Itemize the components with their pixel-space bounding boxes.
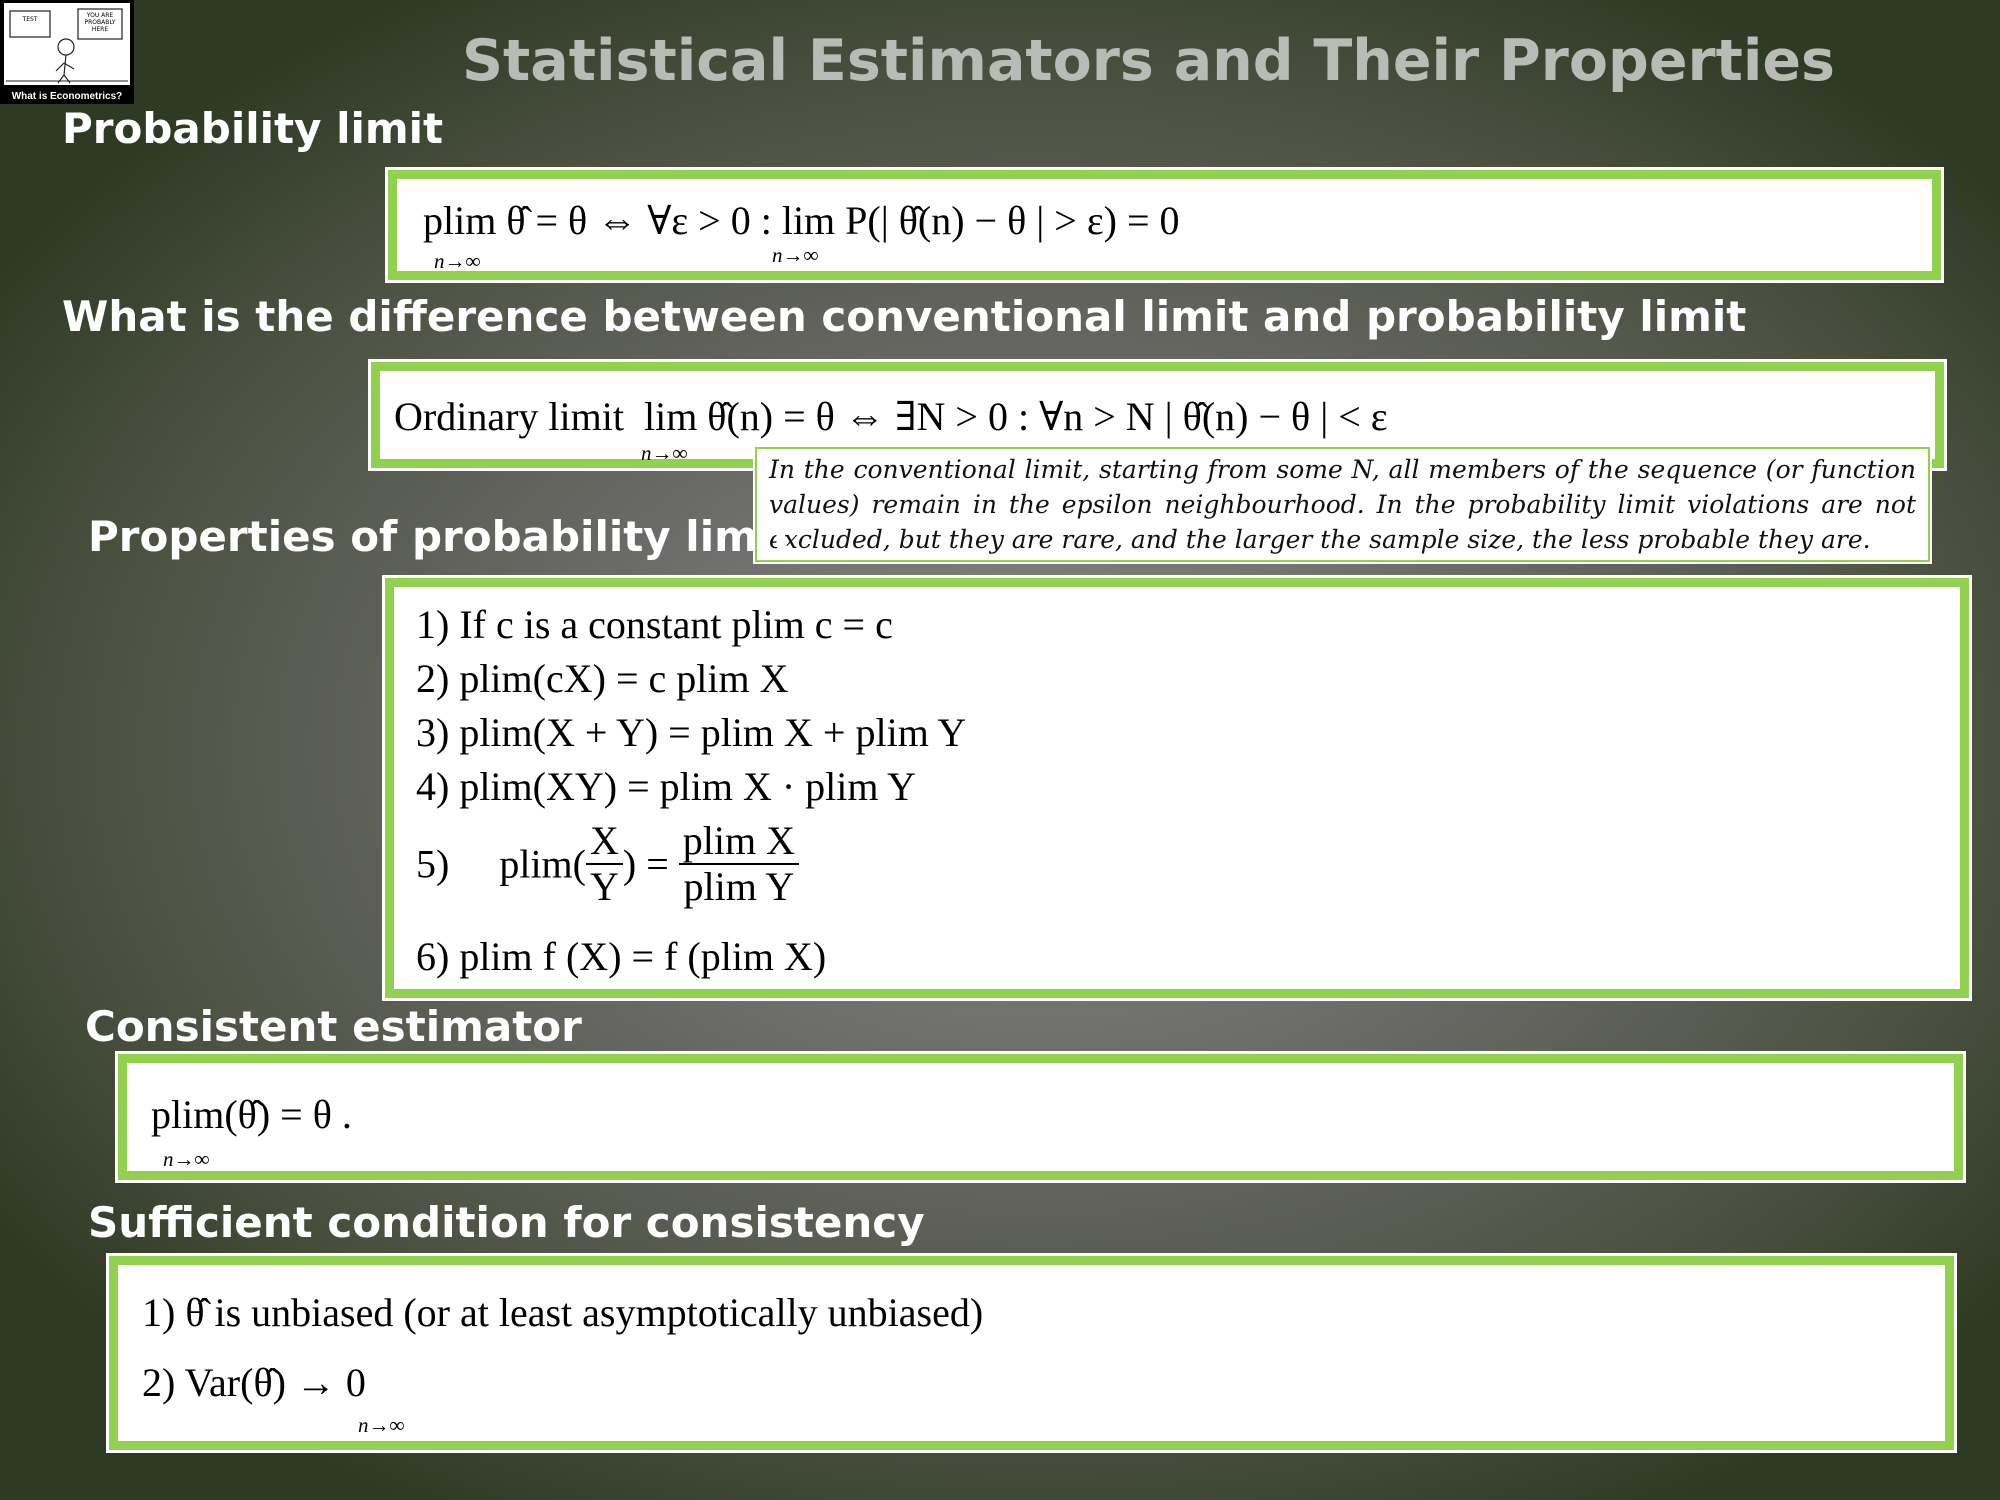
property-6: 6) plim f (X) = f (plim X) xyxy=(416,934,827,979)
probability-limit-sub-1: n→∞ xyxy=(434,249,481,273)
property-5-left-fraction xyxy=(586,819,623,909)
probability-limit-box xyxy=(388,170,1941,280)
property-5-right-den: plim Y xyxy=(683,864,795,909)
probability-limit-sub-2: n→∞ xyxy=(772,243,819,267)
property-5 xyxy=(416,819,799,909)
limit-difference-note: In the conventional limit, starting from some N, all members of the sequence (or function values) remain in the epsilon neighbourhood. In the probability limit violations are not excluded, but they are rare, and the larger the sample size, the less probable they are. xyxy=(755,447,1930,562)
ordinary-limit-expression: lim θ̂(n) = θ ⇔ ∃N > 0 : ∀n > N | θ̂(n) − θ | < ε xyxy=(643,394,1388,439)
property-3: 3) plim(X + Y) = plim X + plim Y xyxy=(416,710,967,755)
heading-sufficient-condition: Sufficient condition for consistency xyxy=(88,1198,925,1247)
property-5-mid: ) = xyxy=(622,841,669,887)
property-1: 1) If c is a constant plim c = c xyxy=(416,602,893,647)
ordinary-limit-sub: n→∞ xyxy=(641,441,688,465)
logo-sketch-text-4: HERE xyxy=(91,26,109,33)
heading-probability-limit: Probability limit xyxy=(62,104,444,153)
ordinary-limit-formula xyxy=(394,393,1388,440)
consistent-estimator-formula: plim(θ̂) = θ . xyxy=(151,1092,352,1137)
sufficient-condition-sub: n→∞ xyxy=(358,1413,405,1437)
property-5-prefix: plim( xyxy=(499,841,586,887)
slide-title: Statistical Estimators and Their Properties xyxy=(462,28,1835,94)
property-5-left-num: X xyxy=(586,819,623,865)
heading-difference: What is the difference between conventional limit and probability limit xyxy=(62,292,1747,341)
probability-limit-formula: plim θ̂ = θ ⇔ ∀ε > 0 : lim P(| θ̂(n) − θ | > ε) = 0 xyxy=(423,198,1180,243)
properties-box xyxy=(385,578,1969,998)
logo-caption: What is Econometrics? xyxy=(11,91,123,102)
logo-sketch-text-1: TEST xyxy=(22,16,38,23)
property-2: 2) plim(cX) = c plim X xyxy=(416,656,789,701)
logo-cartoon xyxy=(4,3,130,85)
property-5-left-den: Y xyxy=(590,864,619,909)
property-5-right-num: plim X xyxy=(679,819,799,865)
sufficient-condition-box xyxy=(109,1256,1954,1450)
logo-sketch-text-2: YOU ARE xyxy=(86,12,114,19)
heading-properties: Properties of probability limit xyxy=(88,512,793,561)
property-5-number: 5) xyxy=(416,841,450,887)
sufficient-condition-1: 1) θ̂ is unbiased (or at least asymptotically unbiased) xyxy=(142,1290,984,1335)
logo xyxy=(0,0,134,104)
logo-sketch-text-3: PROBABLY xyxy=(84,19,116,26)
sufficient-condition-2: 2) Var(θ̂) → 0 xyxy=(142,1360,366,1405)
property-5-right-fraction xyxy=(679,819,799,909)
property-4: 4) plim(XY) = plim X · plim Y xyxy=(416,764,916,809)
consistent-estimator-box xyxy=(118,1054,1963,1180)
heading-consistent-estimator: Consistent estimator xyxy=(85,1002,582,1051)
ordinary-limit-label: Ordinary limit xyxy=(394,394,624,439)
consistent-estimator-sub: n→∞ xyxy=(163,1147,210,1171)
